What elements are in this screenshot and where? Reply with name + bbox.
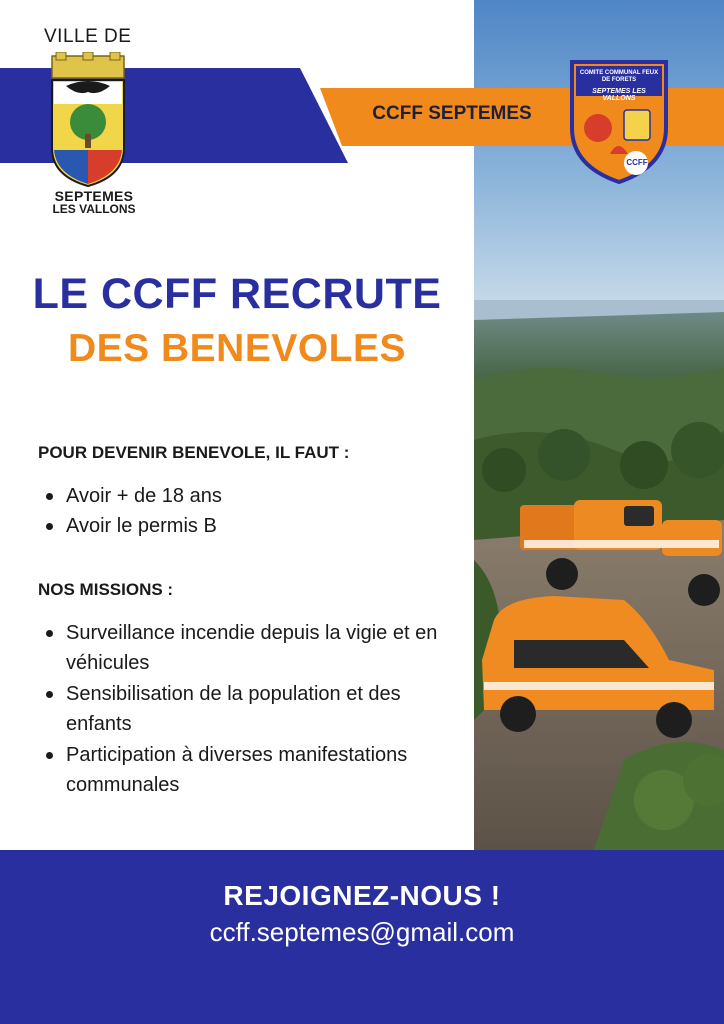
badge-text-committee: COMITE COMMUNAL FEUX DE FORETS xyxy=(579,70,659,83)
town-coat-of-arms xyxy=(46,52,130,192)
contact-email[interactable]: ccff.septemes@gmail.com xyxy=(209,917,515,947)
town-name xyxy=(44,190,144,216)
ville-de-label: VILLE DE xyxy=(44,26,132,47)
list-item: Participation à diverses manifestations communales xyxy=(42,740,462,800)
list-item: Sensibilisation de la population et des enfants xyxy=(42,679,462,739)
headline-secondary: DES BENEVOLES xyxy=(67,327,407,370)
join-us-heading: REJOIGNEZ-NOUS ! xyxy=(223,880,501,911)
list-item: Avoir le permis B xyxy=(42,511,462,541)
badge-text-town: SEPTEMES LES VALLONS xyxy=(592,88,646,102)
missions-list xyxy=(42,618,462,801)
ccff-septemes-label: CCFF SEPTEMES xyxy=(372,103,532,124)
headline-primary: LE CCFF RECRUTE xyxy=(32,270,442,318)
town-name-line2: LES VALLONS xyxy=(52,202,136,216)
requirements-list xyxy=(42,481,462,541)
town-name-line1: SEPTEMES xyxy=(54,188,134,204)
badge-text-ccff: CCFF xyxy=(626,158,648,167)
list-item: Avoir + de 18 ans xyxy=(42,481,462,511)
list-item: Surveillance incendie depuis la vigie et en véhicules xyxy=(42,618,462,678)
requirements-title: POUR DEVENIR BENEVOLE, IL FAUT : xyxy=(38,443,350,462)
missions-title: NOS MISSIONS : xyxy=(38,580,174,599)
